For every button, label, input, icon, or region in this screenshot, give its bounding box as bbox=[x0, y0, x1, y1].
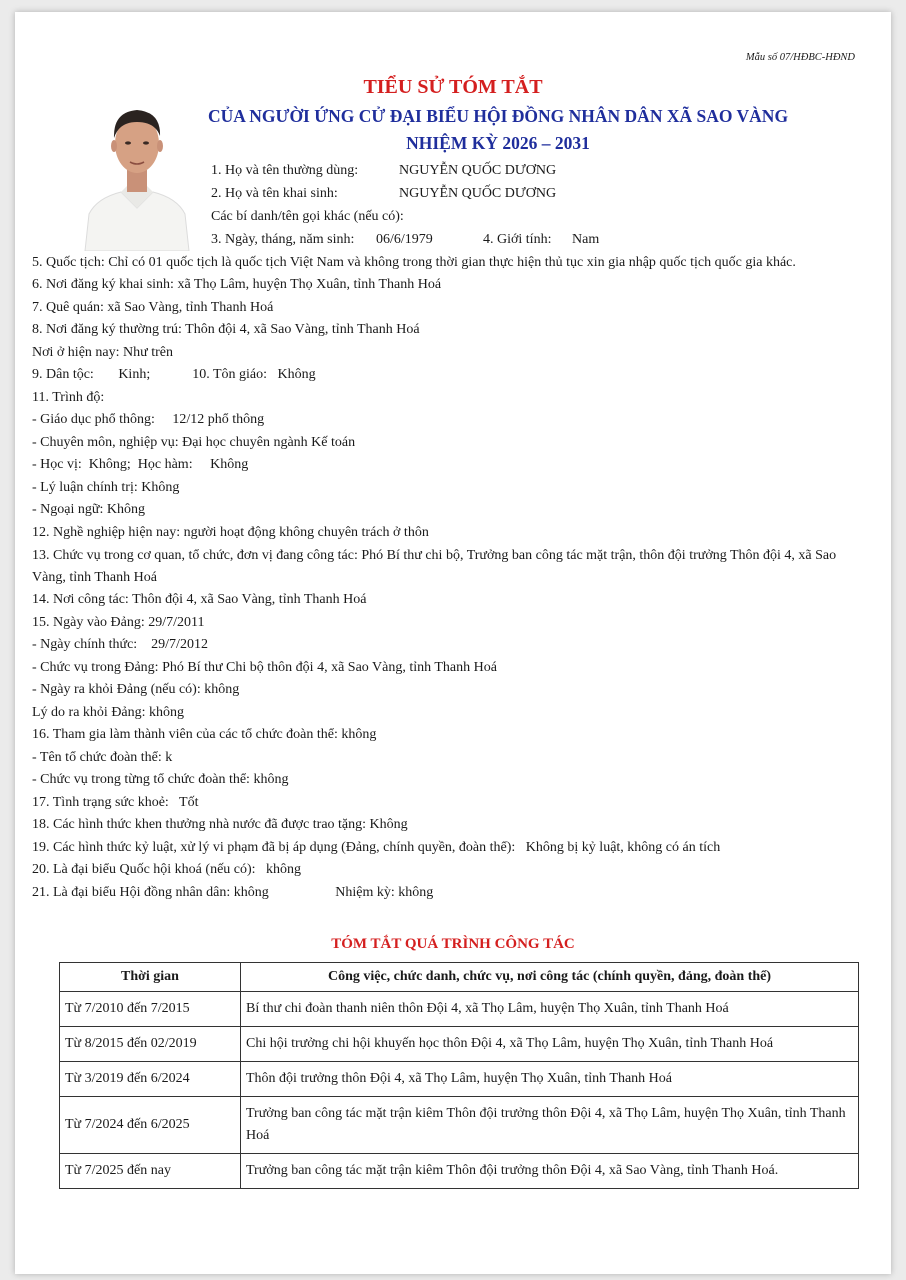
description-cell: Thôn đội trưởng thôn Đội 4, xã Thọ Lâm, huyện Thọ Xuân, tỉnh Thanh Hoá bbox=[241, 1062, 859, 1097]
common-name-row bbox=[211, 161, 557, 181]
column-header-description: Công việc, chức danh, chức vụ, nơi công tác (chính quyền, đảng, đoàn thể) bbox=[241, 963, 859, 992]
period-cell: Từ 3/2019 đến 6/2024 bbox=[60, 1062, 241, 1097]
work-history-title: TÓM TẮT QUÁ TRÌNH CÔNG TÁC bbox=[331, 936, 575, 952]
description-cell: Trưởng ban công tác mặt trận kiêm Thôn đội trưởng thôn Đội 4, xã Thọ Lâm, huyện Thọ Xuân, tỉnh Thanh Hoá bbox=[241, 1097, 859, 1154]
common-name-label: 1. Họ và tên thường dùng: bbox=[211, 163, 359, 178]
work-history-table bbox=[59, 962, 859, 1189]
line-hometown: 7. Quê quán: xã Sao Vàng, tỉnh Thanh Hoá bbox=[32, 300, 274, 315]
dob-gender-row bbox=[211, 230, 600, 250]
birth-name-row bbox=[211, 184, 557, 204]
document-subtitle: CỦA NGƯỜI ỨNG CỬ ĐẠI BIỂU HỘI ĐỒNG NHÂN DÂN XÃ SAO VÀNG bbox=[207, 106, 789, 126]
table-row bbox=[60, 1097, 859, 1154]
line-party-join-date: 15. Ngày vào Đảng: 29/7/2011 bbox=[32, 615, 205, 630]
line-discipline: 19. Các hình thức kỷ luật, xử lý vi phạm đã bị áp dụng (Đảng, chính quyền, đoàn thể): Không bị kỷ luật, không có án tích bbox=[32, 840, 721, 855]
document-page bbox=[15, 12, 891, 1274]
line-birth-registration: 6. Nơi đăng ký khai sinh: xã Thọ Lâm, huyện Thọ Xuân, tỉnh Thanh Hoá bbox=[32, 277, 442, 292]
aliases-label: Các bí danh/tên gọi khác (nếu có): bbox=[211, 209, 404, 224]
column-header-period: Thời gian bbox=[60, 963, 241, 992]
line-current-residence: Nơi ở hiện nay: Như trên bbox=[32, 345, 173, 360]
line-position: 13. Chức vụ trong cơ quan, tổ chức, đơn vị đang công tác: Phó Bí thư chi bộ, Trưởng ban công tác mặt trận, thôn đội trưởng Thôn đội 4, xã Sao Vàng, tỉnh Thanh Hoá bbox=[32, 548, 837, 585]
period-cell: Từ 7/2025 đến nay bbox=[60, 1154, 241, 1189]
period-cell: Từ 7/2010 đến 7/2015 bbox=[60, 992, 241, 1027]
line-party-leave-date: - Ngày ra khỏi Đảng (nếu có): không bbox=[32, 682, 240, 697]
line-qualifications: 11. Trình độ: bbox=[32, 390, 105, 405]
line-organization-membership: 16. Tham gia làm thành viên của các tổ chức đoàn thể: không bbox=[32, 727, 377, 742]
form-code: Mẫu số 07/HĐBC-HĐND bbox=[745, 52, 855, 63]
line-party-position: - Chức vụ trong Đảng: Phó Bí thư Chi bộ thôn đội 4, xã Sao Vàng, tỉnh Thanh Hoá bbox=[32, 660, 497, 675]
birth-name-value: NGUYỄN QUỐC DƯƠNG bbox=[399, 186, 557, 201]
description-cell: Chi hội trưởng chi hội khuyến học thôn Đội 4, xã Thọ Lâm, huyện Thọ Xuân, tỉnh Thanh Hoá bbox=[241, 1027, 859, 1062]
dob-value: 06/6/1979 bbox=[376, 232, 433, 247]
line-health: 17. Tình trạng sức khoẻ: Tốt bbox=[32, 795, 199, 810]
line-workplace: 14. Nơi công tác: Thôn đội 4, xã Sao Vàng, tỉnh Thanh Hoá bbox=[32, 592, 367, 607]
table-row bbox=[60, 1062, 859, 1097]
line-specialty: - Chuyên môn, nghiệp vụ: Đại học chuyên ngành Kế toán bbox=[32, 435, 356, 450]
description-cell: Trưởng ban công tác mặt trận kiêm Thôn đội trưởng thôn Đội 4, xã Sao Vàng, tỉnh Thanh Hoá. bbox=[241, 1154, 859, 1189]
line-general-education: - Giáo dục phổ thông: 12/12 phổ thông bbox=[32, 412, 265, 427]
line-awards: 18. Các hình thức khen thưởng nhà nước đã được trao tặng: Không bbox=[32, 817, 408, 832]
line-permanent-residence: 8. Nơi đăng ký thường trú: Thôn đội 4, xã Sao Vàng, tỉnh Thanh Hoá bbox=[32, 322, 420, 337]
table-header-row bbox=[60, 963, 859, 992]
line-party-official-date: - Ngày chính thức: 29/7/2012 bbox=[32, 637, 208, 652]
table-row bbox=[60, 992, 859, 1027]
portrait-photo bbox=[77, 86, 197, 251]
gender-label: 4. Giới tính: bbox=[483, 232, 552, 247]
line-ethnicity-religion: 9. Dân tộc: Kinh; 10. Tôn giáo: Không bbox=[32, 367, 316, 382]
table-row bbox=[60, 1154, 859, 1189]
table-row bbox=[60, 1027, 859, 1062]
line-organization-position: - Chức vụ trong từng tổ chức đoàn thể: không bbox=[32, 772, 289, 787]
line-nationality: 5. Quốc tịch: Chỉ có 01 quốc tịch là quốc tịch Việt Nam và không trong thời gian thực hiện thủ tục xin gia nhập quốc tịch quốc gia khác. bbox=[32, 255, 796, 270]
document-title: TIỂU SỬ TÓM TẮT bbox=[363, 76, 543, 98]
description-cell: Bí thư chi đoàn thanh niên thôn Đội 4, xã Thọ Lâm, huyện Thọ Xuân, tỉnh Thanh Hoá bbox=[241, 992, 859, 1027]
line-organization-name: - Tên tổ chức đoàn thể: k bbox=[32, 750, 173, 765]
gender-value: Nam bbox=[572, 232, 600, 247]
line-party-leave-reason: Lý do ra khỏi Đảng: không bbox=[32, 705, 185, 720]
line-national-assembly: 20. Là đại biểu Quốc hội khoá (nếu có): không bbox=[32, 862, 302, 877]
period-cell: Từ 7/2024 đến 6/2025 bbox=[60, 1097, 241, 1154]
line-occupation: 12. Nghề nghiệp hiện nay: người hoạt động không chuyên trách ở thôn bbox=[32, 525, 429, 540]
period-cell: Từ 8/2015 đến 02/2019 bbox=[60, 1027, 241, 1062]
common-name-value: NGUYỄN QUỐC DƯƠNG bbox=[399, 163, 557, 178]
line-foreign-language: - Ngoại ngữ: Không bbox=[32, 502, 145, 517]
line-degree: - Học vị: Không; Học hàm: Không bbox=[32, 457, 249, 472]
birth-name-label: 2. Họ và tên khai sinh: bbox=[211, 186, 338, 201]
line-council-delegate: 21. Là đại biểu Hội đồng nhân dân: không Nhiệm kỳ: không bbox=[32, 885, 434, 900]
term-title: NHIỆM KỲ 2026 – 2031 bbox=[406, 133, 590, 153]
dob-label: 3. Ngày, tháng, năm sinh: bbox=[211, 232, 355, 247]
line-political-theory: - Lý luận chính trị: Không bbox=[32, 480, 180, 495]
